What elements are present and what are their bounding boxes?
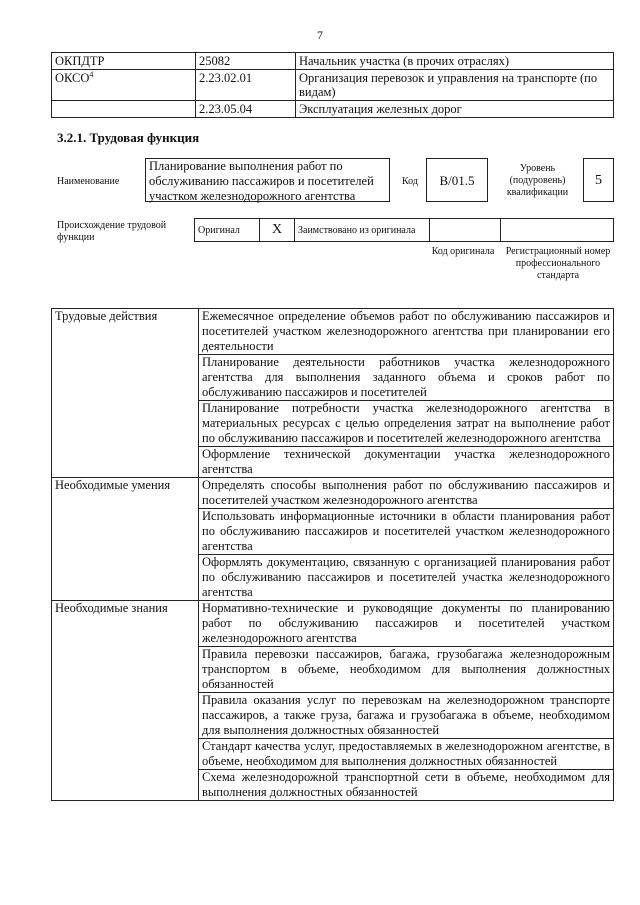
category-required-knowledge: Необходимые знания xyxy=(52,601,199,801)
labor-action-item: Планирование потребности участка железнодорожного агентства в материальных ресурсах с целью определения затрат на выполнение работ по обслуживанию пассажиров и посетителей железнодорожного агентства xyxy=(199,401,614,447)
table-row xyxy=(52,478,614,509)
knowledge-item: Стандарт качества услуг, предоставляемых в железнодорожном агентстве, в объеме, необходимом для выполнения должностных обязанностей xyxy=(199,739,614,770)
category-required-skills: Необходимые умения xyxy=(52,478,199,601)
qualification-level-label: Уровень (подуровень) квалификации xyxy=(506,163,569,198)
classification-codes-table xyxy=(51,52,614,118)
knowledge-item: Нормативно-технические и руководящие документы по планированию работ по обслуживанию пассажиров и посетителей участком железнодорожного агентства xyxy=(199,601,614,647)
origin-label: Происхождение трудовой функции xyxy=(57,220,167,243)
table-row xyxy=(52,309,614,355)
category-labor-actions: Трудовые действия xyxy=(52,309,199,478)
code-system-label: ОКПДТР xyxy=(52,53,196,70)
skill-item: Оформлять документацию, связанную с организацией планирования работ по обслуживанию пассажиров и посетителей участка железнодорожного агентства xyxy=(199,555,614,601)
table-row xyxy=(52,101,614,118)
original-code-label: Код оригинала xyxy=(431,246,495,257)
knowledge-item: Схема железнодорожной транспортной сети в объеме, необходимом для выполнения должностных обязанностей xyxy=(199,770,614,801)
original-label: Оригинал xyxy=(195,219,260,242)
skill-item: Использовать информационные источники в области планирования работ по обслуживанию пассажиров и посетителей участком железнодорожного агентства xyxy=(199,509,614,555)
labor-action-item: Ежемесячное определение объемов работ по обслуживанию пассажиров и посетителей участком железнодорожного агентства при планировании его деятельности xyxy=(199,309,614,355)
table-row xyxy=(52,601,614,647)
code-system-label: ОКСО$^4$ xyxy=(52,70,196,101)
labor-action-item: Планирование деятельности работников участка железнодорожного агентства для выполнения заданного объема и сроков работ по обслуживанию пассажиров и посетителей xyxy=(199,355,614,401)
qualification-level: 5 xyxy=(583,158,614,202)
table-row xyxy=(195,219,614,242)
skill-item: Определять способы выполнения работ по обслуживанию пассажиров и посетителей участком железнодорожного агентства xyxy=(199,478,614,509)
code-description: Организация перевозок и управления на транспорте (по видам) xyxy=(296,70,614,101)
page-number: 7 xyxy=(317,28,323,42)
original-code-cell xyxy=(430,219,501,242)
origin-table xyxy=(194,218,614,242)
function-name: Планирование выполнения работ по обслуживанию пассажиров и посетителей участком железнодорожного агентства xyxy=(145,158,390,202)
code-system-label xyxy=(52,101,196,118)
original-mark: X xyxy=(260,219,295,242)
knowledge-item: Правила оказания услуг по перевозкам на железнодорожном транспорте пассажиров, а также груза, багажа и грузобагажа в объеме, необходимом для выполнения должностных обязанностей xyxy=(199,693,614,739)
function-code: В/01.5 xyxy=(426,158,488,202)
code-value: 2.23.05.04 xyxy=(196,101,296,118)
table-row xyxy=(52,53,614,70)
table-row xyxy=(52,70,614,101)
reg-number-label: Регистрационный номер профессионального стандарта xyxy=(505,246,611,281)
labor-function-table xyxy=(51,308,614,801)
code-description: Эксплуатация железных дорог xyxy=(296,101,614,118)
code-label: Код xyxy=(402,176,418,187)
reg-number-cell xyxy=(501,219,614,242)
code-value: 2.23.02.01 xyxy=(196,70,296,101)
code-description: Начальник участка (в прочих отраслях) xyxy=(296,53,614,70)
name-label: Наименование xyxy=(57,176,120,187)
section-title: 3.2.1. Трудовая функция xyxy=(57,130,200,145)
borrowed-label: Заимствовано из оригинала xyxy=(295,219,430,242)
knowledge-item: Правила перевозки пассажиров, багажа, грузобагажа железнодорожным транспортом в объеме, необходимом для выполнения должностных обязанностей xyxy=(199,647,614,693)
labor-action-item: Оформление технической документации участка железнодорожного агентства xyxy=(199,447,614,478)
code-value: 25082 xyxy=(196,53,296,70)
